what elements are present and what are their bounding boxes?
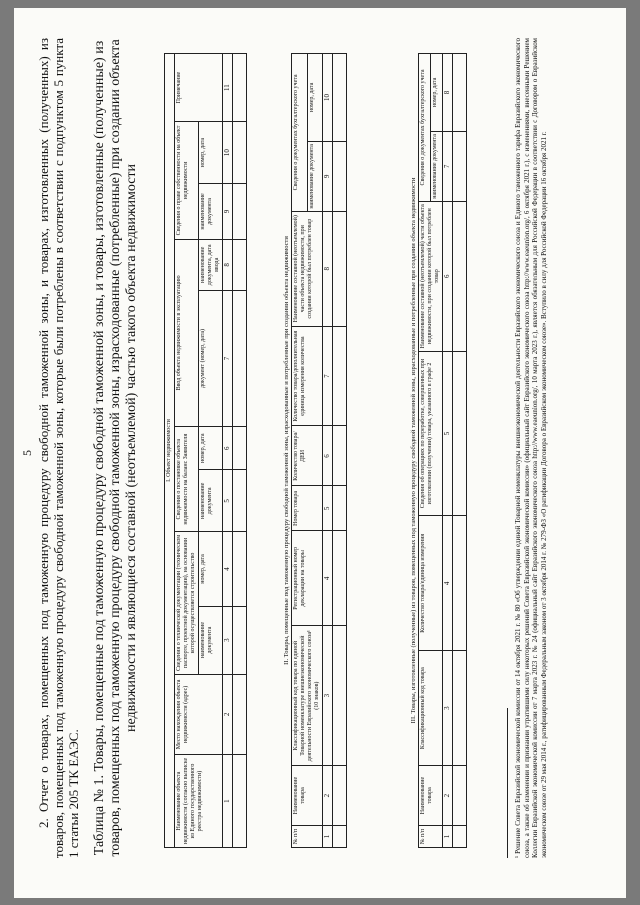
header-accounting: Сведения о документах бухгалтерского учета [419,54,431,202]
header-declaration: Регистрационный номер декларации на товары [292,531,323,626]
col-number: 7 [443,131,453,201]
col-number: 9 [323,141,333,211]
empty-cell [333,531,347,626]
header-note: Примечание [175,54,223,122]
header-name: Наименование объекта недвижимости (согласно выписке из Единого государственного реестра недвижимости) [175,755,223,848]
empty-cell [233,674,247,754]
empty-cell [333,826,347,848]
empty-cell [233,606,247,674]
empty-cell [233,532,247,606]
header-code: Классификационный код товара по единой Товарной номенклатуре внешнеэкономической деятельности Евразийского экономического союза¹ (10 знаков) [292,626,323,766]
header-accounting: Сведения о документах бухгалтерского учета [292,54,308,212]
col-number: 2 [323,766,333,826]
col-number: 1 [223,755,233,848]
section3-table [409,53,467,848]
col-number: 7 [323,326,333,426]
empty-cell [233,755,247,848]
empty-cell [333,211,347,326]
col-number: 2 [223,674,233,754]
header-doc-date: наименование документа, дата ввода [199,239,223,290]
intro-paragraph [36,38,81,858]
col-number: 10 [323,54,333,142]
header-ownership: Сведения о праве собственности на объект недвижимости [175,122,199,240]
empty-cell [333,141,347,211]
empty-cell [333,326,347,426]
header-number-date: номер, дата [199,532,223,606]
header-operations: Сведения об операциях по переработке, совершенных при изготовлении (получении) товара, указанного в графе 2 [419,351,443,516]
header-commission: Ввод объекта недвижимости в эксплуатацию [175,239,199,426]
table-title: Таблица № 1. Товары, помещенные под таможенную процедуру свободной таможенной зоны, и товары, изготовленные (полученные) из товаров, помещенных под таможенную процедуру свободной таможенной зоны, израсходованные (потребленные) при создании объекта недвижимости и являющиеся составной (неотъемлемой) частью такого объекта недвижимости [92,39,139,857]
header-goods-name: Наименование товара [419,766,443,826]
col-number: 5 [443,351,453,516]
col-number: 4 [223,532,233,606]
section2-table [282,53,347,848]
header-item-no: Номер товара [292,486,323,531]
empty-cell [233,470,247,532]
empty-cell [453,201,467,351]
empty-cell [453,516,467,651]
empty-cell [453,651,467,766]
empty-cell [233,290,247,426]
empty-cell [453,766,467,826]
header-number-date: номер, дата [431,54,443,132]
col-number: 5 [323,486,333,531]
col-number: 11 [223,54,233,122]
col-number: 8 [223,239,233,290]
header-doc-number: документ (номер, дата) [199,290,223,426]
page-number: 5 [20,450,34,456]
col-number: 4 [443,516,453,651]
section1-title: I. Объект недвижимости [165,54,175,848]
header-number-date: номер, дата [307,54,323,142]
header-no: № п/п [419,826,443,848]
section3-title: III. Товары, изготовленные (полученные) из товаров, помещенных под таможенную процедуру свободной таможенной зоны, израсходованные и потребленные при создании объекта недвижимости [410,177,417,724]
footnote: ¹ Решение Совета Евразийской экономической комиссии от 14 октября 2021 г. № 80 «Об утверждении единой Товарной номенклатуры внешнеэкономической деятельности Евразийского экономического союза и Единого таможенного тарифа Евразийского экономического союза, а также об изменении и признании утратившими силу некоторых решений Совета Евразийской экономической комиссии» (официальный сайт Евразийского экономического союза http://www.eaeunion.org/, 6 октября 2021 г.), с изменениями, внесенными Решением Коллегии Евразийской экономической комиссии от 7 марта 2023 г. № 24 (официальный сайт Евразийского экономического союза http://www.eaeunion.org/, 10 марта 2023 г.), является обязательным для Российской Федерации в соответствии с Договором о Евразийском экономическом союзе от 29 мая 2014 г., ратифицированным Федеральным законом от 3 октября 2014 г. № 279-ФЗ «О ратификации Договора о Евразийском экономическом союзе». Вступило в силу для Российской Федерации 16 октября 2021 г. [514,38,548,858]
header-component: Наименование составной (неотъемлемой) части объекта недвижимости, при создании которой был потреблен товар [292,211,323,326]
empty-cell [333,426,347,486]
col-number: 3 [443,651,453,766]
header-doc-name: наименование документа [199,606,223,674]
empty-cell [453,131,467,201]
col-number: 1 [443,826,453,848]
header-quantity: Количество товара/ДЕИ [292,426,323,486]
col-number: 2 [443,766,453,826]
rotated-content [14,8,626,898]
empty-cell [233,427,247,470]
header-number-date: номер, дата [199,427,223,470]
header-doc-name: наименование документа [307,141,323,211]
col-number: 5 [223,470,233,532]
col-number: 6 [323,426,333,486]
col-number: 1 [323,826,333,848]
section2-title: II. Товары, помещенные под таможенную процедуру свободной таможенной зоны, израсходованные и потребленные при создании объекта недвижимости [283,236,290,665]
footnote-divider [507,708,508,858]
col-number: 8 [323,211,333,326]
empty-cell [233,239,247,290]
empty-cell [453,351,467,516]
empty-cell [333,626,347,766]
header-no: № п/п [292,826,323,848]
header-goods-name: Наименование товара [292,766,323,826]
col-number: 8 [443,54,453,132]
header-doc-name: наименование документа [199,470,223,532]
header-quantity2: Количество товара/дополнительная единица измерения количества [292,326,323,426]
col-number: 7 [223,290,233,426]
header-quantity: Количество товара/единица измерения [419,516,443,651]
col-number: 4 [323,531,333,626]
empty-cell [453,826,467,848]
col-number: 3 [223,606,233,674]
empty-cell [233,184,247,240]
header-doc-name: наименование документа [431,131,443,201]
empty-cell [453,54,467,132]
header-techdoc: Сведения о технической документации (техническом паспорте, проектной документации), на основании которой осуществляется строительство [175,532,199,674]
header-component: Наименование составной (неотъемлемой) части объекта недвижимости, при создании которой был потреблен товар [419,201,443,351]
header-number-date: номер, дата [199,122,223,184]
section1-table [164,53,247,848]
empty-cell [233,54,247,122]
header-code: Классификационный код товара [419,651,443,766]
col-number: 3 [323,626,333,766]
intro-text: 2. Отчет о товарах, помещенных под таможенную процедуру свободной таможенной зоны, и товарах, изготовленных (полученных) из товаров, помещенных под таможенную процедуру свободной таможенной зоны, которые были потреблены в соответствии с подпунктом 5 пункта 1 статьи 205 ТК ЕАЭС. [36,38,81,858]
col-number: 6 [223,427,233,470]
col-number: 9 [223,184,233,240]
header-account: Сведения о постановке объекта недвижимости на баланс Заявителя [175,427,199,532]
document-page [14,8,626,898]
col-number: 10 [223,122,233,184]
empty-cell [233,122,247,184]
empty-cell [333,54,347,142]
header-doc-name: наименование документа [199,184,223,240]
col-number: 6 [443,201,453,351]
empty-cell [333,486,347,531]
header-location: Место нахождения объекта недвижимости (адрес) [175,674,223,754]
empty-cell [333,766,347,826]
